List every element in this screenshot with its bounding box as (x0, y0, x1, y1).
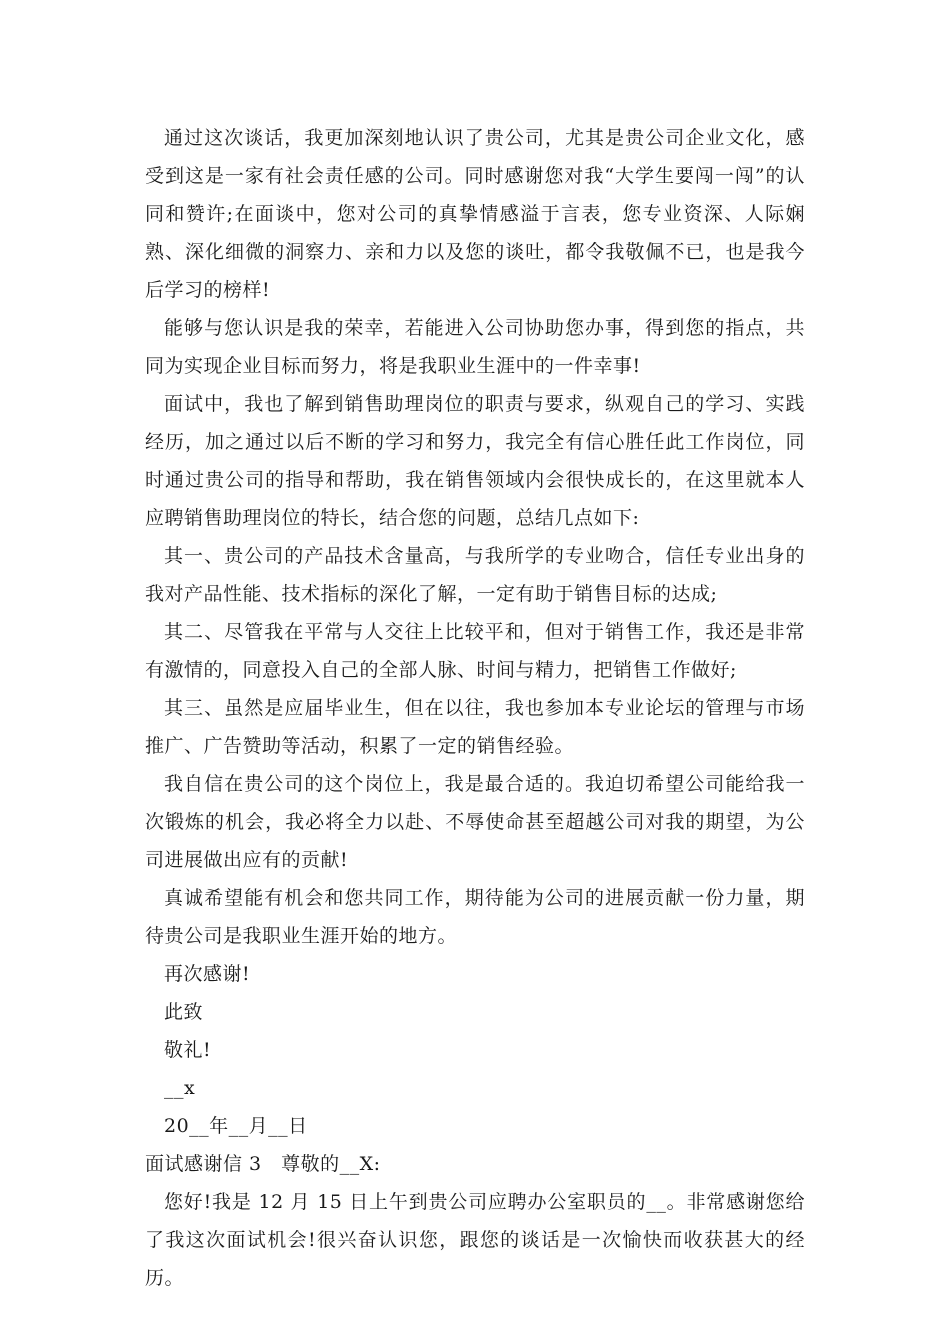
closing-date: 20__年__月__日 (164, 1115, 308, 1137)
paragraph-point-three: 其三、虽然是应届毕业生，但在以往，我也参加本专业论坛的管理与市场推广、广告赞助等活动，积累了一定的销售经验。 (145, 697, 805, 757)
closing-regards: 敬礼! (164, 1039, 212, 1061)
paragraph-company-impression: 通过这次谈话，我更加深刻地认识了贵公司，尤其是贵公司企业文化，感受到这是一家有社会责任感的公司。同时感谢您对我“大学生要闯一闯”的认同和赞许;在面谈中，您对公司的真挚情感溢于言表，您专业资深、人际娴熟、深化细微的洞察力、亲和力以及您的谈吐，都令我敬佩不已，也是我今后学习的榜样! (145, 127, 805, 301)
letter-body (145, 119, 805, 1297)
paragraph-hope: 真诚希望能有机会和您共同工作，期待能为公司的进展贡献一份力量，期待贵公司是我职业生涯开始的地方。 (145, 887, 805, 947)
paragraph-job-understanding: 面试中，我也了解到销售助理岗位的职责与要求，纵观自己的学习、实践经历，加之通过以后不断的学习和努力，我完全有信心胜任此工作岗位，同时通过贵公司的指导和帮助，我在销售领域内会很快成长的，在这里就本人应聘销售助理岗位的特长，结合您的问题，总结几点如下: (145, 393, 805, 529)
closing-signature: __x (164, 1077, 196, 1099)
next-letter-opening: 您好!我是 12 月 15 日上午到贵公司应聘办公室职员的__。非常感谢您给了我这次面试机会!很兴奋认识您，跟您的谈话是一次愉快而收获甚大的经历。 (145, 1191, 805, 1289)
paragraph-point-one: 其一、贵公司的产品技术含量高，与我所学的专业吻合，信任专业出身的我对产品性能、技术指标的深化了解，一定有助于销售目标的达成; (145, 545, 805, 605)
closing-thanks: 再次感谢! (164, 963, 251, 985)
paragraph-honor: 能够与您认识是我的荣幸，若能进入公司协助您办事，得到您的指点，共同为实现企业目标而努力，将是我职业生涯中的一件幸事! (145, 317, 805, 377)
next-letter-heading: 面试感谢信 3 尊敬的__X: (145, 1153, 381, 1175)
closing-salutation: 此致 (164, 1001, 204, 1023)
paragraph-point-two: 其二、尽管我在平常与人交往上比较平和，但对于销售工作，我还是非常有激情的，同意投入自己的全部人脉、时间与精力，把销售工作做好; (145, 621, 805, 681)
paragraph-confidence: 我自信在贵公司的这个岗位上，我是最合适的。我迫切希望公司能给我一次锻炼的机会，我必将全力以赴、不辱使命甚至超越公司对我的期望，为公司进展做出应有的贡献! (145, 773, 805, 871)
